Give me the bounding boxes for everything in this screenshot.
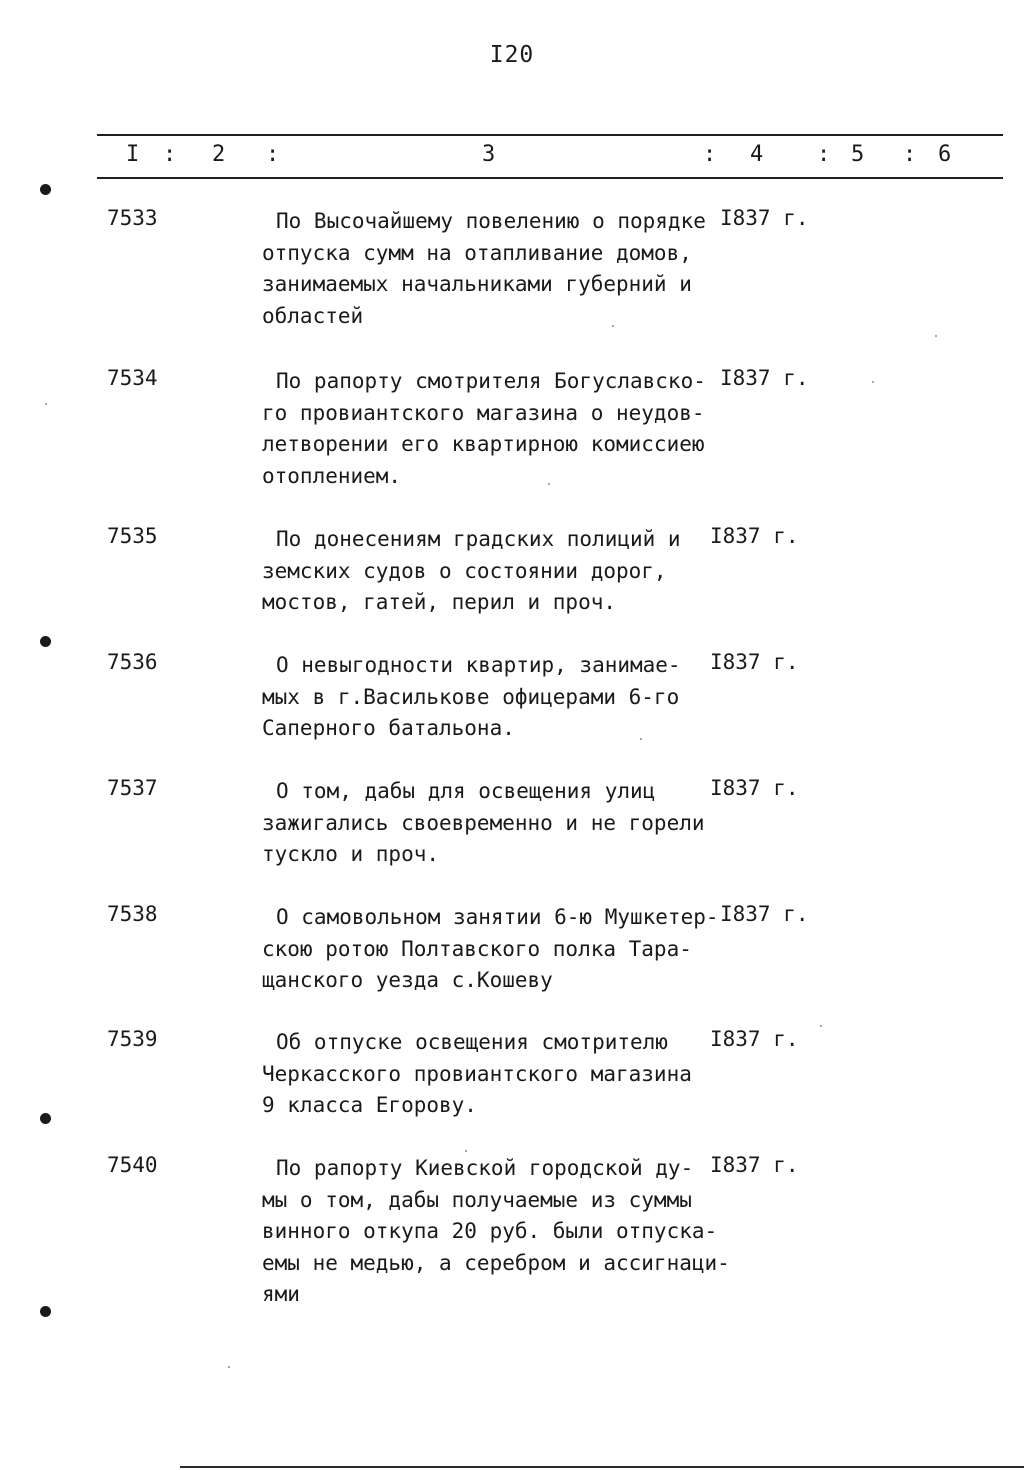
entry-description: [262, 902, 719, 997]
header-col-3: 3: [482, 142, 496, 167]
table-top-rule: [97, 134, 1003, 136]
entry-line: занимаемых начальниками губерний и: [262, 272, 692, 296]
entry-description: [262, 1153, 730, 1311]
entry-line: По рапорту Киевской городской ду-: [276, 1156, 694, 1180]
entry-line: мостов, гатей, перил и проч.: [262, 590, 617, 614]
entry-line: По рапорту смотрителя Богуславско-: [276, 369, 706, 393]
entry-number: 7540: [107, 1153, 158, 1177]
entry-line: летворении его квартирною комиссиею: [262, 432, 705, 456]
page-number: I20: [489, 42, 535, 68]
header-sep-2: :: [266, 142, 280, 167]
binder-hole: [40, 184, 51, 195]
entry-line: мы о том, дабы получаемые из суммы: [262, 1187, 692, 1212]
scan-speck: [548, 483, 550, 485]
scan-speck: [872, 381, 874, 383]
header-sep-4: :: [817, 142, 831, 167]
entry-year: I837 г.: [720, 206, 809, 230]
entry-line: отпуска сумм на отапливание домов,: [262, 240, 692, 265]
entry-number: 7533: [107, 206, 158, 230]
entry-line: О самовольном занятии 6-ю Мушкетер-: [276, 905, 719, 929]
entry-year: I837 г.: [710, 776, 799, 800]
entry-line: Саперного батальона.: [262, 716, 515, 740]
entry-line: По донесениям градских полиций и: [276, 527, 681, 551]
entry-line: земских судов о состоянии дорог,: [262, 558, 667, 583]
entry-number: 7534: [107, 366, 158, 390]
scan-speck: [228, 1366, 230, 1368]
entry-number: 7539: [107, 1027, 158, 1051]
entry-number: 7536: [107, 650, 158, 674]
header-sep-3: :: [703, 142, 717, 167]
entry-number: 7535: [107, 524, 158, 548]
header-col-1: I: [126, 142, 140, 167]
scan-speck: [640, 738, 642, 740]
entry-year: I837 г.: [710, 1027, 799, 1051]
entry-line: отоплением.: [262, 463, 402, 488]
entry-description: [262, 650, 712, 745]
entry-line: О том, дабы для освещения улиц: [276, 779, 656, 803]
entry-line: ями: [262, 1282, 300, 1306]
entry-year: I837 г.: [720, 366, 809, 390]
entry-line: винного откупа 20 руб. были отпуска-: [262, 1219, 718, 1243]
entry-line: зажигались своевременно и не горели: [262, 810, 705, 835]
entry-line: скою ротою Полтавского полка Тара-: [262, 936, 692, 961]
entry-line: областей: [262, 303, 364, 328]
header-col-6: 6: [938, 142, 952, 167]
header-sep-5: :: [903, 142, 917, 167]
entry-number: 7537: [107, 776, 158, 800]
entry-line: го провиантского магазина о неудов-: [262, 400, 705, 425]
entry-description: [262, 524, 712, 619]
entry-year: I837 г.: [710, 1153, 799, 1177]
entry-line: мых в г.Василькове офицерами 6-го: [262, 684, 680, 709]
entry-line: Об отпуске освещения смотрителю: [276, 1030, 668, 1054]
entry-description: [262, 1027, 712, 1122]
entry-year: I837 г.: [720, 902, 809, 926]
entry-number: 7538: [107, 902, 158, 926]
entry-description: [262, 776, 712, 871]
entry-year: I837 г.: [710, 650, 799, 674]
scan-speck: [612, 325, 614, 327]
header-col-2: 2: [212, 142, 226, 167]
table-header: [0, 142, 1024, 172]
entry-line: По Высочайшему повелению о порядке: [276, 209, 706, 233]
scan-speck: [45, 403, 47, 405]
binder-hole: [40, 636, 51, 647]
header-col-5: 5: [851, 142, 865, 167]
entry-year: I837 г.: [710, 524, 799, 548]
scan-speck: [820, 1025, 822, 1027]
entry-line: щанского уезда с.Кошеву: [262, 968, 553, 992]
entry-line: тускло и проч.: [262, 842, 440, 866]
scan-speck: [465, 1150, 467, 1152]
entry-line: 9 класса Егорову.: [262, 1093, 477, 1117]
table-header-bottom-rule: [97, 177, 1003, 179]
binder-hole: [40, 1306, 51, 1317]
header-col-4: 4: [750, 142, 764, 167]
entry-line: емы не медью, а серебром и ассигнаци-: [262, 1250, 730, 1275]
page-bottom-edge: [180, 1466, 1024, 1468]
entry-line: О невыгодности квартир, занимае-: [276, 653, 681, 677]
scan-speck: [935, 335, 937, 337]
header-sep-1: :: [163, 142, 177, 167]
entry-description: [262, 206, 712, 332]
binder-hole: [40, 1113, 51, 1124]
entry-line: Черкасского провиантского магазина: [262, 1061, 692, 1086]
entry-description: [262, 366, 712, 492]
